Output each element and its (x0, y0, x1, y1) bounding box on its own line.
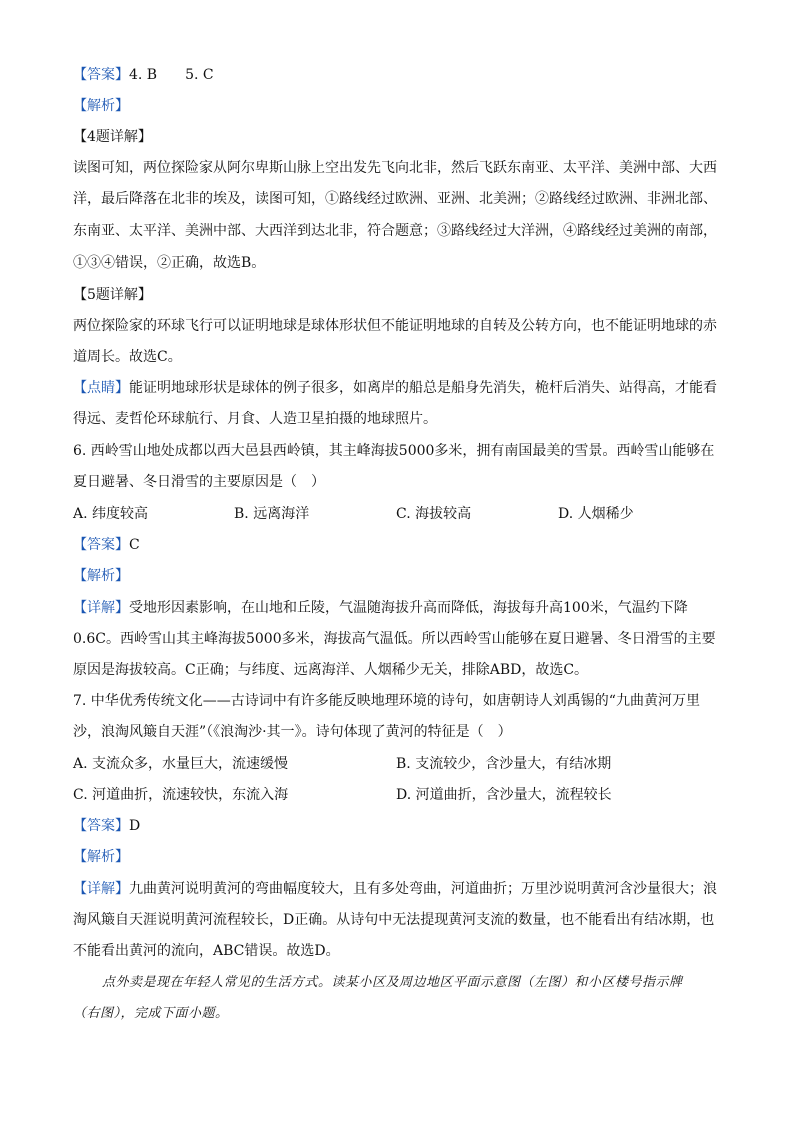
q7-option-a: A. 支流众多，水量巨大，流速缓慢 (73, 756, 289, 772)
q4-detail-line: 读图可知，两位探险家从阿尔卑斯山脉上空出发先飞向北非，然后飞跃东南亚、太平洋、美洲中部、大西 (73, 160, 717, 176)
answer-text: D (129, 818, 141, 834)
answer-tag: 【答案】 (73, 537, 129, 553)
q7-detail-line (73, 878, 717, 900)
q7-answer-line (73, 815, 140, 837)
q7-option-c: C. 河道曲折，流速较快，东流入海 (73, 787, 289, 803)
q6-detail-line: 0.6C。西岭雪山其主峰海拔5000多米，海拔高气温低。所以西岭雪山能够在夏日避暑、冬日滑雪的主要 (73, 631, 716, 647)
answer-text: C (129, 537, 140, 553)
q5-detail-tag: 【5题详解】 (73, 287, 152, 303)
q4-detail-tag: 【4题详解】 (73, 129, 152, 145)
q6-detail-line: 原因是海拔较高。C正确；与纬度、远离海洋、人烟稀少无关，排除ABD，故选C。 (73, 662, 589, 678)
answer-line-q4-5 (73, 64, 214, 86)
detail-tag: 【详解】 (73, 881, 129, 897)
q7-stem-line: 沙，浪淘风簸自天涯”（《浪淘沙·其一》。诗句体现了黄河的特征是（ ） (73, 724, 512, 740)
q7-stem-line: 7. 中华优秀传统文化——古诗词中有许多能反映地理环境的诗句，如唐朝诗人刘禹锡的“九曲黄河万里 (73, 693, 700, 709)
next-question-intro-line: （右图），完成下面小题。 (73, 1006, 229, 1021)
q4-detail-line: 东南亚、太平洋、美洲中部、大西洋到达北非，符合题意；③路线经过大洋洲，④路线经过美洲的南部， (73, 223, 717, 239)
analysis-tag: 【解析】 (73, 849, 129, 865)
q6-option-a: A. 纬度较高 (73, 506, 149, 522)
q6-stem-line: 6. 西岭雪山地处成都以西大邑县西岭镇，其主峰海拔5000多米，拥有南国最美的雪景。西岭雪山能够在 (73, 443, 715, 459)
q7-detail-line: 不能看出黄河的流向，ABC错误。故选D。 (73, 943, 340, 959)
q6-detail-line (73, 597, 688, 619)
tip-tag: 【点睛】 (73, 380, 129, 396)
analysis-tag: 【解析】 (73, 98, 129, 114)
answer-text: 4. B 5. C (129, 67, 214, 83)
q4-detail-line: ①③④错误，②正确，故选B。 (73, 255, 266, 271)
q7-option-d: D. 河道曲折，含沙量大，流程较长 (396, 787, 612, 803)
answer-tag: 【答案】 (73, 67, 129, 83)
q6-option-c: C. 海拔较高 (396, 506, 472, 522)
q4-detail-line: 洋，最后降落在北非的埃及，读图可知，①路线经过欧洲、亚洲、北美洲；②路线经过欧洲、非洲北部、 (73, 191, 717, 207)
q6-answer-line (73, 534, 140, 556)
tip-line-2: 得远、麦哲伦环球航行、月食、人造卫星拍摄的地球照片。 (73, 411, 437, 427)
analysis-tag: 【解析】 (73, 568, 129, 584)
q7-option-b: B. 支流较少，含沙量大，有结冰期 (396, 756, 612, 772)
next-question-intro-line: 点外卖是现在年轻人常见的生活方式。读某小区及周边地区平面示意图（左图）和小区楼号指示牌 (102, 975, 683, 990)
q7-detail-line: 淘风簸自天涯说明黄河流程较长，D正确。从诗句中无法提现黄河支流的数量，也不能看出有结冰期，也 (73, 912, 715, 928)
answer-tag: 【答案】 (73, 818, 129, 834)
detail-tag: 【详解】 (73, 600, 129, 616)
detail-text: 受地形因素影响，在山地和丘陵，气温随海拔升高而降低，海拔每升高100米，气温约下降 (129, 600, 688, 616)
q6-option-d: D. 人烟稀少 (558, 506, 634, 522)
tip-line (73, 377, 717, 399)
q6-stem-line: 夏日避暑、冬日滑雪的主要原因是（ ） (73, 474, 325, 490)
q5-detail-line: 两位探险家的环球飞行可以证明地球是球体形状但不能证明地球的自转及公转方向，也不能证明地球的赤 (73, 318, 717, 334)
detail-text: 九曲黄河说明黄河的弯曲幅度较大，且有多处弯曲，河道曲折；万里沙说明黄河含沙量很大；浪 (129, 881, 717, 897)
tip-text: 能证明地球形状是球体的例子很多，如离岸的船总是船身先消失，桅杆后消失、站得高，才能看 (129, 380, 717, 396)
q5-detail-line: 道周长。故选C。 (73, 349, 182, 365)
q6-option-b: B. 远离海洋 (234, 506, 310, 522)
